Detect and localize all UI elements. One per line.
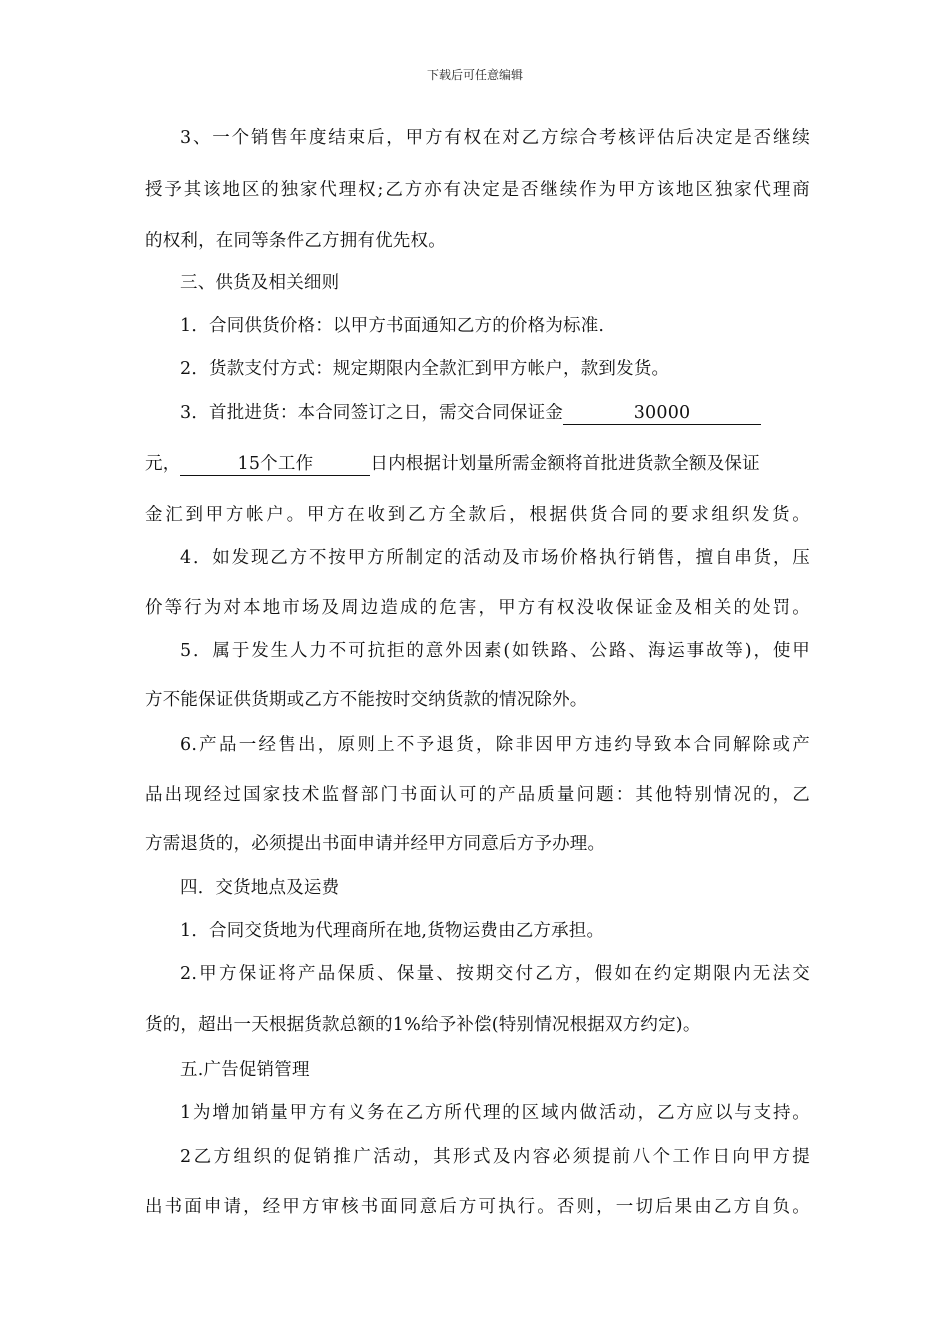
paragraph-line: 2．货款支付方式：规定期限内全款汇到甲方帐户，款到发货。 (180, 359, 670, 379)
paragraph-line: 方需退货的，必须提出书面申请并经甲方同意后方予办理。 (145, 834, 606, 854)
paragraph-line: 5．属于发生人力不可抗拒的意外因素(如铁路、公路、海运事故等)，使甲 (180, 641, 810, 661)
deadline-text: 日内根据计划量所需金额将首批进货款全额及保证 (370, 454, 760, 474)
section-heading: 四．交货地点及运费 (180, 878, 340, 898)
paragraph-line: 品出现经过国家技术监督部门书面认可的产品质量问题：其他特别情况的，乙 (145, 785, 810, 805)
page-header: 下载后可任意编辑 (426, 68, 523, 82)
paragraph-line: 出书面申请，经甲方审核书面同意后方可执行。否则，一切后果由乙方自负。 (145, 1197, 810, 1217)
paragraph-line: 2.甲方保证将产品保质、保量、按期交付乙方，假如在约定期限内无法交 (180, 964, 810, 984)
paragraph-line: 1．合同供货价格：以甲方书面通知乙方的价格为标准. (180, 316, 605, 336)
paragraph-line: 方不能保证供货期或乙方不能按时交纳货款的情况除外。 (145, 690, 588, 710)
deposit-text: 3．首批进货：本合同签订之日，需交合同保证金 (180, 403, 564, 423)
section-heading: 五.广告促销管理 (180, 1060, 310, 1080)
paragraph-line: 的权利，在同等条件乙方拥有优先权。 (145, 231, 446, 251)
deadline-line (145, 452, 810, 476)
paragraph-line: 6.产品一经售出，原则上不予退货，除非因甲方违约导致本合同解除或产 (180, 735, 810, 755)
currency-text: 元， (145, 454, 181, 474)
deadline-field: 15个工作 (180, 453, 370, 476)
paragraph-line: 金汇到甲方帐户。甲方在收到乙方全款后，根据供货合同的要求组织发货。 (145, 505, 810, 525)
paragraph-line: 价等行为对本地市场及周边造成的危害，甲方有权没收保证金及相关的处罚。 (145, 598, 810, 618)
deposit-amount-field: 30000 (563, 402, 761, 425)
paragraph-line: 3、一个销售年度结束后，甲方有权在对乙方综合考核评估后决定是否继续 (180, 128, 810, 148)
paragraph-line: 1．合同交货地为代理商所在地,货物运费由乙方承担。 (180, 921, 605, 941)
paragraph-line: 4．如发现乙方不按甲方所制定的活动及市场价格执行销售，擅自串货，压 (180, 548, 810, 568)
deposit-line (180, 401, 810, 425)
paragraph-line: 2乙方组织的促销推广活动，其形式及内容必须提前八个工作日向甲方提 (180, 1147, 810, 1167)
paragraph-line: 货的，超出一天根据货款总额的1%给予补偿(特别情况根据双方约定)。 (145, 1015, 701, 1035)
section-heading: 三、供货及相关细则 (180, 273, 340, 293)
paragraph-line: 1为增加销量甲方有义务在乙方所代理的区域内做活动，乙方应以与支持。 (180, 1103, 810, 1123)
paragraph-line: 授予其该地区的独家代理权;乙方亦有决定是否继续作为甲方该地区独家代理商 (145, 180, 810, 200)
